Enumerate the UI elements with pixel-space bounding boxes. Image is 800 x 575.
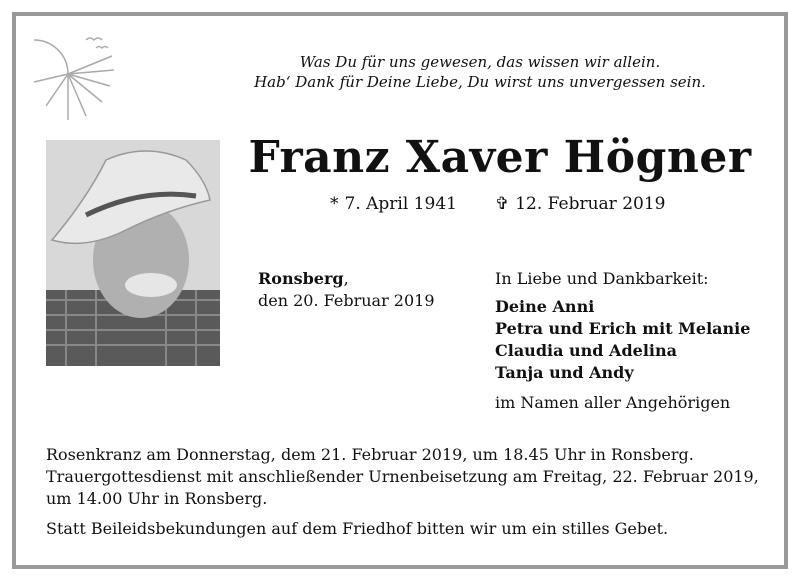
motto-line-1: Was Du für uns gewesen, das wissen wir allein. <box>299 53 661 71</box>
family-member: Tanja und Andy <box>495 363 634 382</box>
deceased-name: Franz Xaver Högner <box>248 132 752 183</box>
family-member: Petra und Erich mit Melanie <box>495 319 751 338</box>
birth-date-group <box>330 194 457 214</box>
family-block <box>495 268 750 414</box>
birth-star-icon: * <box>330 194 339 214</box>
town-comma: , <box>343 269 349 288</box>
death-date-group <box>495 194 666 214</box>
family-relatives: im Namen aller Angehörigen <box>495 393 731 412</box>
place-and-date <box>258 268 435 312</box>
life-dates <box>330 194 750 214</box>
town: Ronsberg <box>258 269 344 288</box>
service-note-line-1: Trauergottesdienst mit anschließender Urnenbeisetzung am Freitag, 22. Februar 2019, <box>46 467 759 486</box>
sun-with-birds-icon <box>24 22 144 122</box>
service-notes <box>46 444 776 540</box>
notice-date: den 20. Februar 2019 <box>258 291 435 310</box>
family-member: Deine Anni <box>495 297 595 316</box>
death-cross-icon: ✞ <box>494 194 510 214</box>
family-members <box>495 296 750 384</box>
family-intro: In Liebe und Dankbarkeit: <box>495 269 709 288</box>
rosary-note: Rosenkranz am Donnerstag, dem 21. Februar 2019, um 18.45 Uhr in Ronsberg. <box>46 445 694 464</box>
birth-date: 7. April 1941 <box>344 194 457 214</box>
motto-line-2: Hab‘ Dank für Deine Liebe, Du wirst uns unvergessen sein. <box>254 73 706 91</box>
family-member: Claudia und Adelina <box>495 341 677 360</box>
death-date: 12. Februar 2019 <box>515 194 666 214</box>
condolence-note: Statt Beileidsbekundungen auf dem Friedhof bitten wir um ein stilles Gebet. <box>46 519 669 538</box>
motto <box>250 52 710 92</box>
portrait-photo-drawing <box>46 140 220 366</box>
portrait-photo <box>46 140 220 366</box>
service-note-line-2: um 14.00 Uhr in Ronsberg. <box>46 489 268 508</box>
